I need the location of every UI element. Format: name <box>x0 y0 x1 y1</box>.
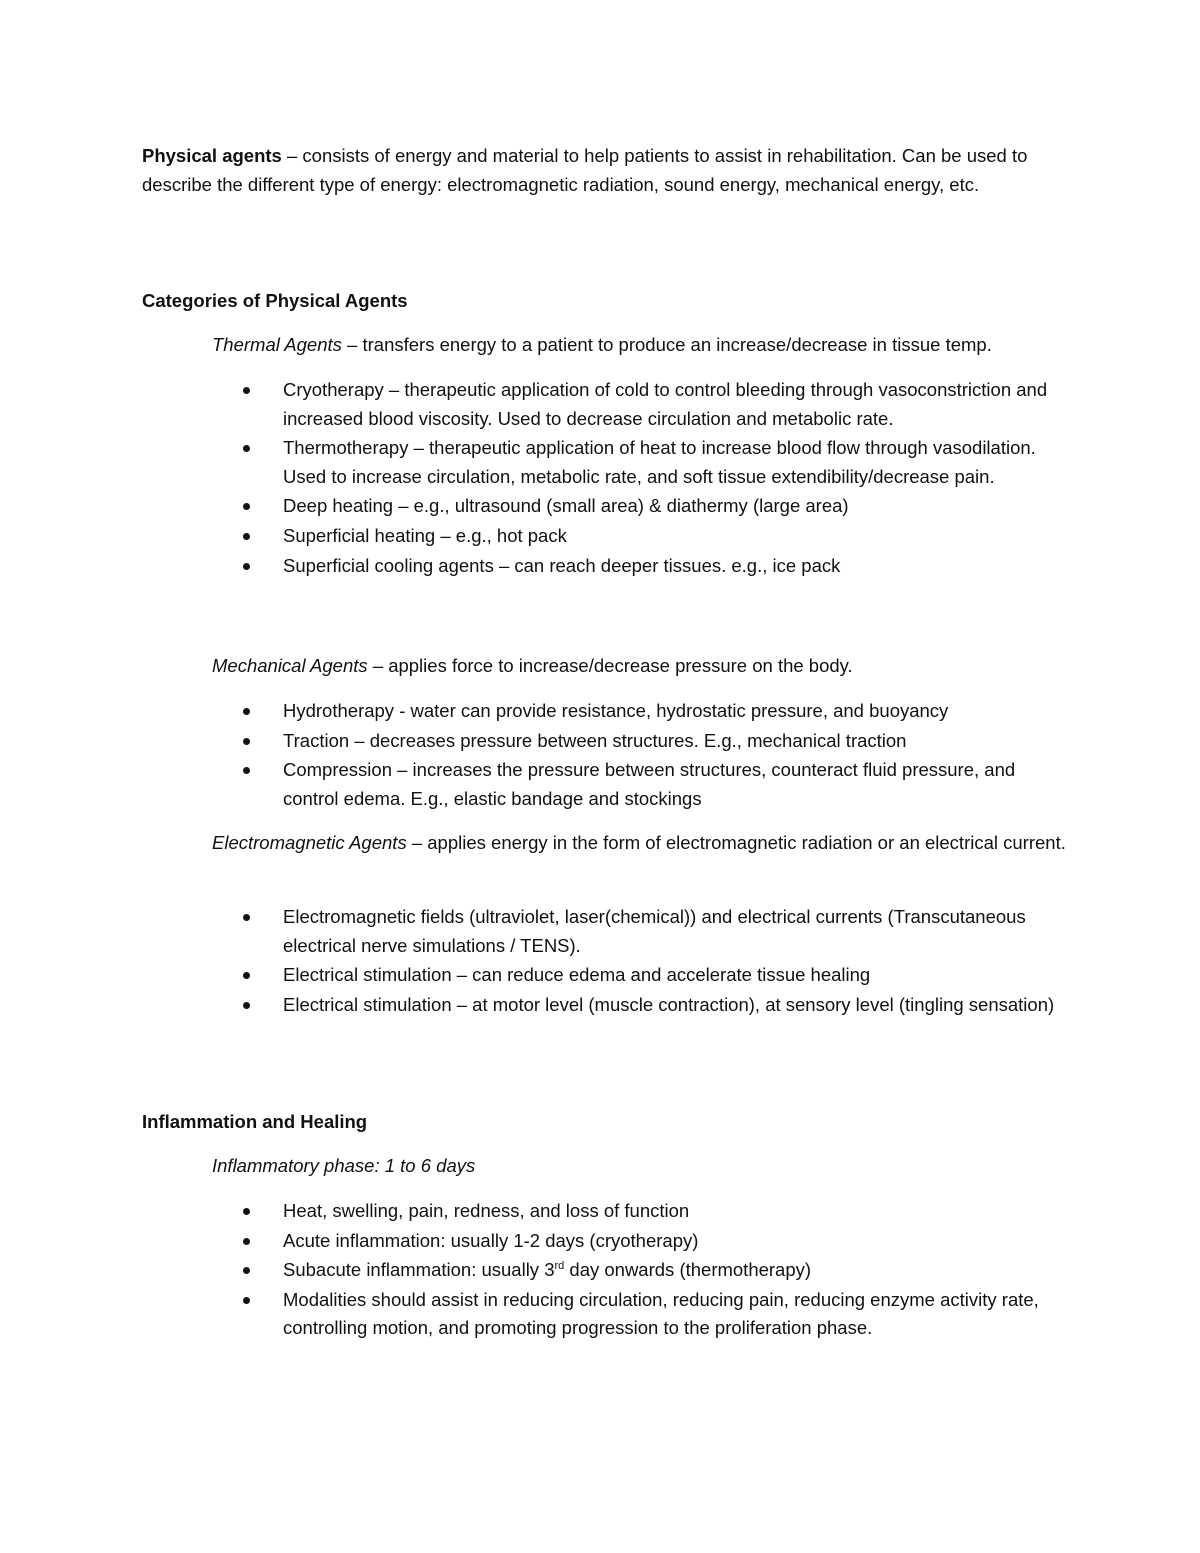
list-item-text: Superficial heating – e.g., hot pack <box>283 524 567 546</box>
bullet-icon <box>243 563 250 570</box>
intro-text: – consists of energy and material to help patients to assist in rehabilitation. Can be used to describe the different type of energy: electromagnetic radiation, sound energy, mechanical energy, etc. <box>142 145 1028 195</box>
intro-paragraph <box>142 141 1072 199</box>
list-item-text-end: day onwards (thermotherapy) <box>564 1259 812 1281</box>
list-item-text: Hydrotherapy - water can provide resistance, hydrostatic pressure, and buoyancy <box>283 700 949 721</box>
bullet-icon <box>243 914 250 921</box>
mechanical-agents-term: Mechanical Agents <box>212 655 368 676</box>
list-item <box>212 727 1072 756</box>
electromagnetic-agents-list <box>212 903 1072 1020</box>
list-item <box>212 1197 1072 1226</box>
list-item <box>212 756 1072 813</box>
list-item <box>212 434 1072 491</box>
list-item <box>212 1256 1072 1285</box>
list-item <box>212 376 1072 433</box>
electromagnetic-agents-term: Electromagnetic Agents <box>212 832 407 853</box>
thermal-agents-subheading <box>212 330 1072 359</box>
bullet-icon <box>243 767 250 774</box>
list-item-text: Traction – decreases pressure between structures. E.g., mechanical traction <box>283 729 907 751</box>
thermal-agents-term: Thermal Agents <box>212 334 342 355</box>
thermal-agents-list <box>212 376 1072 581</box>
bullet-icon <box>243 708 250 715</box>
inflammatory-phase-list <box>212 1197 1072 1344</box>
list-item <box>212 697 1072 726</box>
list-item-text: Deep heating – e.g., ultrasound (small area) & diathermy (large area) <box>283 495 849 517</box>
list-item <box>212 1227 1072 1256</box>
bullet-icon <box>243 387 250 394</box>
mechanical-agents-list <box>212 697 1072 814</box>
inflammation-heading: Inflammation and Healing <box>142 1111 368 1132</box>
intro-term: Physical agents <box>142 145 282 166</box>
bullet-icon <box>243 1297 250 1304</box>
list-item-text-start: Subacute inflammation: usually 3 <box>283 1259 555 1281</box>
list-item-text: Superficial cooling agents – can reach deeper tissues. e.g., ice pack <box>283 554 841 576</box>
list-item <box>212 1286 1072 1343</box>
mechanical-agents-subheading <box>212 651 1072 680</box>
list-item <box>212 991 1072 1020</box>
list-item <box>212 903 1072 960</box>
bullet-icon <box>243 1238 250 1245</box>
bullet-icon <box>243 1267 250 1274</box>
electromagnetic-agents-text: – applies energy in the form of electromagnetic radiation or an electrical current. <box>406 832 1066 853</box>
list-item-text: Acute inflammation: usually 1-2 days (cryotherapy) <box>283 1229 699 1251</box>
list-item-text: Cryotherapy – therapeutic application of cold to control bleeding through vasoconstriction and increased blood viscosity. Used to decrease circulation and metabolic rate. <box>283 379 1048 429</box>
list-item-text: Thermotherapy – therapeutic application of heat to increase blood flow through vasodilation. Used to increase circulation, metabolic rate, and soft tissue extendibility/decrease pain. <box>283 437 1036 487</box>
list-item-text: Heat, swelling, pain, redness, and loss of function <box>283 1200 690 1221</box>
list-item-text: Compression – increases the pressure between structures, counteract fluid pressure, and control edema. E.g., elastic bandage and stockings <box>283 759 1016 809</box>
electromagnetic-agents-subheading <box>212 828 1072 857</box>
thermal-agents-text: – transfers energy to a patient to produce an increase/decrease in tissue temp. <box>341 334 992 355</box>
list-item <box>212 552 1072 581</box>
bullet-icon <box>243 738 250 745</box>
bullet-icon <box>243 972 250 979</box>
list-item <box>212 961 1072 990</box>
list-item-text: Electrical stimulation – at motor level (muscle contraction), at sensory level (tingling sensation) <box>283 993 1055 1015</box>
bullet-icon <box>243 533 250 540</box>
list-item-text: Modalities should assist in reducing circulation, reducing pain, reducing enzyme activity rate, controlling motion, and promoting progression to the proliferation phase. <box>283 1288 1039 1339</box>
bullet-icon <box>243 1208 250 1215</box>
mechanical-agents-text: – applies force to increase/decrease pressure on the body. <box>367 655 853 676</box>
categories-heading: Categories of Physical Agents <box>142 290 408 311</box>
bullet-icon <box>243 503 250 510</box>
bullet-icon <box>243 1002 250 1009</box>
inflammatory-phase-text: Inflammatory phase: 1 to 6 days <box>212 1155 476 1176</box>
inflammatory-phase-subheading <box>212 1151 1072 1180</box>
list-item-text: Electromagnetic fields (ultraviolet, laser(chemical)) and electrical currents (Transcutaneous electrical nerve simulations / TENS). <box>283 906 1026 956</box>
list-item <box>212 492 1072 521</box>
bullet-icon <box>243 445 250 452</box>
list-item <box>212 522 1072 551</box>
list-item-text: Electrical stimulation – can reduce edema and accelerate tissue healing <box>283 964 871 986</box>
ordinal-superscript: rd <box>554 1260 565 1273</box>
